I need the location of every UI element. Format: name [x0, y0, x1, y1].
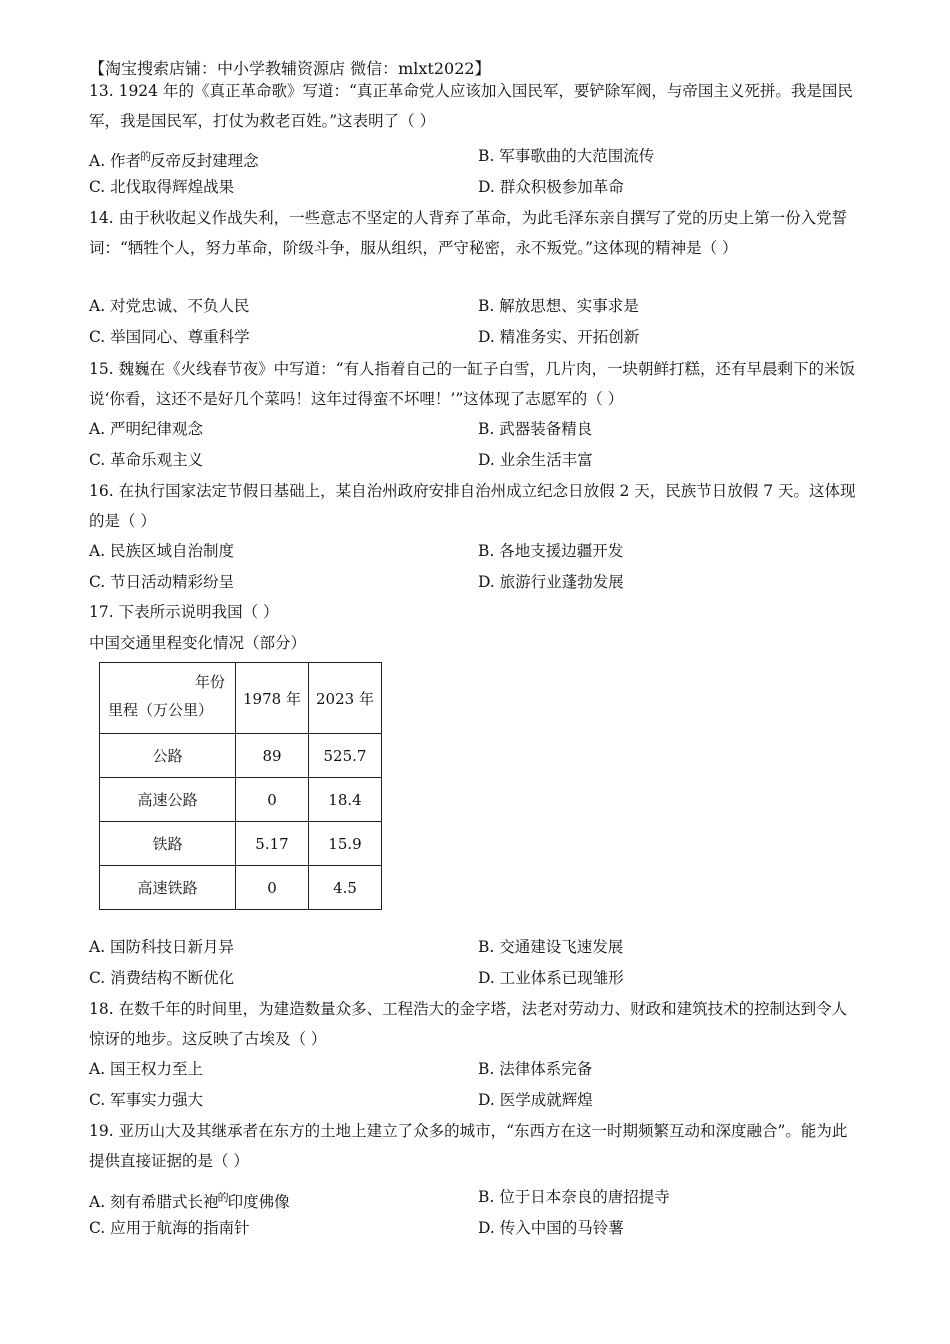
table-caption: 中国交通里程变化情况（部分）: [89, 634, 307, 652]
option-d: D. 业余生活丰富: [478, 451, 593, 469]
option-b: B. 交通建设飞速发展: [478, 938, 624, 956]
question-14-options: [89, 291, 859, 353]
cell-2023: 18.4: [309, 778, 382, 822]
cell-2023: 525.7: [309, 734, 382, 778]
question-13-options: [89, 141, 859, 203]
option-c: C. 革命乐观主义: [89, 451, 204, 469]
cell-1978: 5.17: [236, 822, 309, 866]
option-c: C. 军事实力强大: [89, 1091, 204, 1109]
question-15-options: [89, 414, 859, 476]
row-name: 公路: [100, 734, 236, 778]
table-row: [100, 734, 382, 778]
option-d: D. 精准务实、开拓创新: [478, 328, 640, 346]
question-18-options: [89, 1054, 859, 1116]
row-name: 高速公路: [100, 778, 236, 822]
question-16-options: [89, 536, 859, 598]
option-b: B. 武器装备精良: [478, 420, 593, 438]
option-d: D. 群众积极参加革命: [478, 178, 624, 196]
question-19-stem: 19. 亚历山大及其继承者在东方的土地上建立了众多的城市，“东西方在这一时期频繁互动和深度融合”。能为此提供直接证据的是（ ）: [89, 1122, 848, 1170]
option-b: B. 各地支援边疆开发: [478, 542, 624, 560]
option-b: B. 军事歌曲的大范围流传: [478, 147, 655, 165]
column-header-1978: 1978 年: [236, 663, 309, 734]
option-d: D. 传入中国的马铃薯: [478, 1219, 624, 1237]
column-header-2023: 2023 年: [309, 663, 382, 734]
table-row: [100, 778, 382, 822]
option-a: A. 对党忠诚、不负人民: [89, 297, 250, 315]
option-c: C. 举国同心、尊重科学: [89, 328, 250, 346]
table-row: [100, 866, 382, 910]
option-a: A. 国防科技日新月异: [89, 938, 235, 956]
question-13-stem: 13. 1924 年的《真正革命歌》写道：“真正革命党人应该加入国民军，要铲除军阀，与帝国主义死拼。我是国民军，我是国民军，打仗为救老百姓。”这表明了（ ）: [89, 82, 853, 130]
question-17-stem: 17. 下表所示说明我国（ ）: [89, 603, 279, 621]
option-d: D. 医学成就辉煌: [478, 1091, 593, 1109]
table-row: [100, 822, 382, 866]
mileage-table: [99, 662, 382, 910]
question-17-options: [89, 932, 859, 994]
question-15-stem: 15. 魏巍在《火线春节夜》中写道：“有人指着自己的一缸子白雪，几片肉，一块朝鲜打糕，还有早晨剩下的米饭说‘你看，这还不是好几个菜吗！这年过得蛮不坏哩！’”这体现了志愿军的（ ）: [89, 360, 856, 408]
option-a: A. 国王权力至上: [89, 1060, 204, 1078]
option-b: B. 位于日本奈良的唐招提寺: [478, 1188, 670, 1206]
option-c: C. 消费结构不断优化: [89, 969, 235, 987]
corner-year-label: 年份: [194, 673, 225, 691]
cell-1978: 89: [236, 734, 309, 778]
cell-1978: 0: [236, 866, 309, 910]
row-name: 高速铁路: [100, 866, 236, 910]
question-19-options: [89, 1182, 859, 1244]
option-a: A. 民族区域自治制度: [89, 542, 235, 560]
cell-2023: 15.9: [309, 822, 382, 866]
shop-header: 【淘宝搜索店铺：中小学教辅资源店 微信：mlxt2022】: [89, 59, 491, 78]
option-c: C. 北伐取得辉煌战果: [89, 178, 235, 196]
option-b: B. 法律体系完备: [478, 1060, 593, 1078]
question-16-stem: 16. 在执行国家法定节假日基础上，某自治州政府安排自治州成立纪念日放假 2 天，民族节日放假 7 天。这体现的是（ ）: [89, 482, 856, 530]
question-18-stem: 18. 在数千年的时间里，为建造数量众多、工程浩大的金字塔，法老对劳动力、财政和建筑技术的控制达到令人惊讶的地步。这反映了古埃及（ ）: [89, 1000, 848, 1048]
option-a: A. 作者$^的$反帝反封建理念: [89, 150, 259, 170]
row-name: 铁路: [100, 822, 236, 866]
option-d: D. 旅游行业蓬勃发展: [478, 573, 624, 591]
option-a: A. 严明纪律观念: [89, 420, 204, 438]
option-c: C. 节日活动精彩纷呈: [89, 573, 235, 591]
cell-2023: 4.5: [309, 866, 382, 910]
option-c: C. 应用于航海的指南针: [89, 1219, 250, 1237]
option-d: D. 工业体系已现雏形: [478, 969, 624, 987]
option-a: A. 刻有希腊式长袍$^的$印度佛像: [89, 1191, 290, 1211]
question-14-stem: 14. 由于秋收起义作战失利，一些意志不坚定的人背弃了革命，为此毛泽东亲自撰写了党的历史上第一份入党誓词：“牺牲个人，努力革命，阶级斗争，服从组织，严守秘密，永不叛党。”这体现的精神是（ ）: [89, 209, 848, 257]
cell-1978: 0: [236, 778, 309, 822]
corner-mileage-label: 里程（万公里）: [108, 701, 214, 719]
table-corner-header: [100, 663, 236, 734]
option-b: B. 解放思想、实事求是: [478, 297, 639, 315]
